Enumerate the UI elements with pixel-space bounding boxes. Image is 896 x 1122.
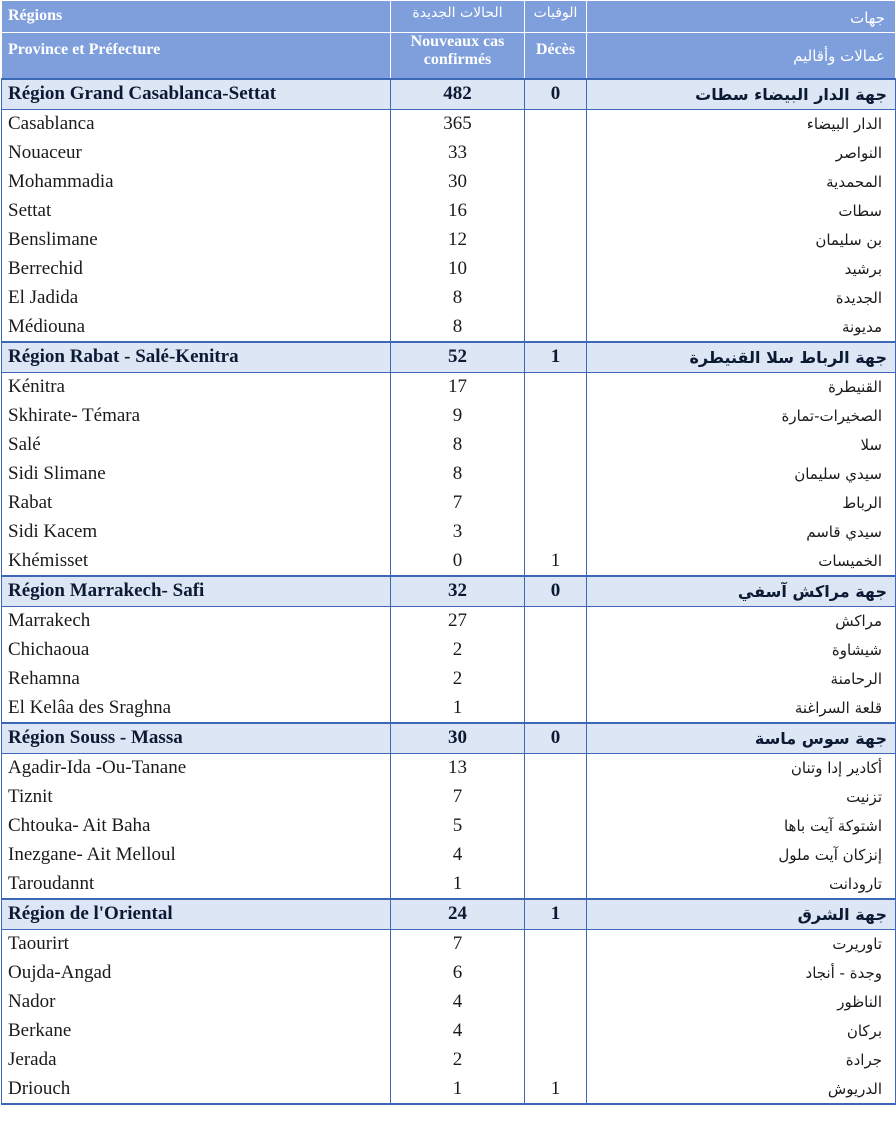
province-cases: 1: [391, 870, 525, 899]
region-deaths: 0: [525, 723, 587, 754]
province-deaths: [525, 402, 587, 431]
province-cases: 13: [391, 754, 525, 783]
region-row: [2, 342, 896, 373]
region-name-ar: جهة الدار البيضاء سطات: [587, 79, 896, 110]
province-cases: 4: [391, 1017, 525, 1046]
region-deaths: 1: [525, 342, 587, 373]
region-name-ar: جهة مراكش آسفي: [587, 576, 896, 607]
header-new-cases-fr: Nouveaux cas confirmés: [391, 33, 525, 79]
region-name-ar: جهة الرباط سلا القنيطرة: [587, 342, 896, 373]
region-cases: 52: [391, 342, 525, 373]
province-deaths: [525, 255, 587, 284]
region-deaths: 0: [525, 79, 587, 110]
header-deaths-fr: Décès: [525, 33, 587, 79]
region-row: [2, 723, 896, 754]
province-name-ar: المحمدية: [587, 168, 896, 197]
province-name-ar: الدريوش: [587, 1075, 896, 1104]
province-name-fr: Rabat: [2, 489, 391, 518]
province-deaths: [525, 812, 587, 841]
province-cases: 6: [391, 959, 525, 988]
province-deaths: 1: [525, 547, 587, 576]
header-deaths-ar: الوفيات: [525, 1, 587, 33]
table-row: [2, 460, 896, 489]
province-name-fr: Skhirate- Témara: [2, 402, 391, 431]
province-deaths: [525, 665, 587, 694]
province-name-fr: Nador: [2, 988, 391, 1017]
region-row: [2, 79, 896, 110]
province-name-fr: Marrakech: [2, 607, 391, 636]
table-row: [2, 139, 896, 168]
region-cases: 32: [391, 576, 525, 607]
region-deaths: 1: [525, 899, 587, 930]
province-name-ar: سيدي سليمان: [587, 460, 896, 489]
province-name-ar: جرادة: [587, 1046, 896, 1075]
region-row: [2, 576, 896, 607]
province-name-fr: Taourirt: [2, 930, 391, 959]
province-name-fr: Agadir-Ida -Ou-Tanane: [2, 754, 391, 783]
province-deaths: [525, 489, 587, 518]
province-name-ar: أكادير إدا وتنان: [587, 754, 896, 783]
table-row: [2, 754, 896, 783]
province-name-fr: Médiouna: [2, 313, 391, 342]
province-name-ar: الجديدة: [587, 284, 896, 313]
covid-cases-table: [1, 0, 896, 1105]
province-name-fr: Settat: [2, 197, 391, 226]
province-name-ar: مديونة: [587, 313, 896, 342]
province-deaths: [525, 460, 587, 489]
province-cases: 5: [391, 812, 525, 841]
province-name-fr: Chichaoua: [2, 636, 391, 665]
table-row: [2, 284, 896, 313]
table-row: [2, 226, 896, 255]
header-row-bottom: [2, 33, 896, 79]
table-row: [2, 489, 896, 518]
province-deaths: [525, 373, 587, 402]
table-row: [2, 812, 896, 841]
province-cases: 3: [391, 518, 525, 547]
province-name-fr: Nouaceur: [2, 139, 391, 168]
province-deaths: [525, 168, 587, 197]
province-deaths: [525, 1046, 587, 1075]
region-cases: 30: [391, 723, 525, 754]
province-cases: 2: [391, 636, 525, 665]
province-deaths: [525, 694, 587, 723]
table-row: [2, 636, 896, 665]
province-deaths: 1: [525, 1075, 587, 1104]
province-cases: 0: [391, 547, 525, 576]
province-name-fr: Oujda-Angad: [2, 959, 391, 988]
region-name-ar: جهة الشرق: [587, 899, 896, 930]
province-deaths: [525, 518, 587, 547]
province-cases: 1: [391, 1075, 525, 1104]
province-cases: 7: [391, 489, 525, 518]
region-name-fr: Région de l'Oriental: [2, 899, 391, 930]
province-name-fr: Salé: [2, 431, 391, 460]
province-name-fr: Taroudannt: [2, 870, 391, 899]
province-name-fr: Inezgane- Ait Melloul: [2, 841, 391, 870]
province-name-fr: Tiznit: [2, 783, 391, 812]
province-cases: 2: [391, 665, 525, 694]
province-cases: 9: [391, 402, 525, 431]
province-name-ar: النواصر: [587, 139, 896, 168]
header-province-ar: عمالات وأقاليم: [587, 33, 896, 79]
province-name-ar: اشتوكة آيت باها: [587, 812, 896, 841]
province-name-fr: Mohammadia: [2, 168, 391, 197]
province-name-fr: Berkane: [2, 1017, 391, 1046]
table-row: [2, 431, 896, 460]
province-cases: 10: [391, 255, 525, 284]
province-deaths: [525, 754, 587, 783]
table-row: [2, 841, 896, 870]
province-deaths: [525, 284, 587, 313]
table-row: [2, 110, 896, 139]
province-name-fr: Casablanca: [2, 110, 391, 139]
header-regions-fr: Régions: [2, 1, 391, 33]
province-name-ar: الرحامنة: [587, 665, 896, 694]
region-cases: 482: [391, 79, 525, 110]
province-cases: 27: [391, 607, 525, 636]
province-name-fr: Sidi Kacem: [2, 518, 391, 547]
table-row: [2, 313, 896, 342]
province-name-ar: برشيد: [587, 255, 896, 284]
header-row-top: [2, 1, 896, 33]
table-row: [2, 547, 896, 576]
province-name-fr: Jerada: [2, 1046, 391, 1075]
province-name-ar: قلعة السراغنة: [587, 694, 896, 723]
province-deaths: [525, 930, 587, 959]
table-row: [2, 988, 896, 1017]
table-row: [2, 930, 896, 959]
region-cases: 24: [391, 899, 525, 930]
province-name-fr: El Kelâa des Sraghna: [2, 694, 391, 723]
province-deaths: [525, 197, 587, 226]
province-cases: 1: [391, 694, 525, 723]
header-province-fr: Province et Préfecture: [2, 33, 391, 79]
province-cases: 7: [391, 930, 525, 959]
province-name-ar: تاوريرت: [587, 930, 896, 959]
province-deaths: [525, 783, 587, 812]
province-deaths: [525, 841, 587, 870]
province-cases: 8: [391, 284, 525, 313]
province-name-ar: سيدي قاسم: [587, 518, 896, 547]
province-name-ar: القنيطرة: [587, 373, 896, 402]
table-row: [2, 1046, 896, 1075]
region-name-fr: Région Grand Casablanca-Settat: [2, 79, 391, 110]
province-name-ar: وجدة - أنجاد: [587, 959, 896, 988]
province-name-ar: تارودانت: [587, 870, 896, 899]
province-deaths: [525, 959, 587, 988]
table-row: [2, 168, 896, 197]
region-name-fr: Région Souss - Massa: [2, 723, 391, 754]
table-row: [2, 402, 896, 431]
province-name-fr: Sidi Slimane: [2, 460, 391, 489]
province-cases: 33: [391, 139, 525, 168]
province-name-ar: شيشاوة: [587, 636, 896, 665]
table-row: [2, 665, 896, 694]
province-deaths: [525, 636, 587, 665]
province-deaths: [525, 139, 587, 168]
province-deaths: [525, 431, 587, 460]
province-deaths: [525, 988, 587, 1017]
header-new-cases-ar: الحالات الجديدة: [391, 1, 525, 33]
province-name-ar: سلا: [587, 431, 896, 460]
province-name-fr: Khémisset: [2, 547, 391, 576]
province-name-fr: Chtouka- Ait Baha: [2, 812, 391, 841]
province-name-ar: سطات: [587, 197, 896, 226]
province-name-ar: تزنيت: [587, 783, 896, 812]
province-name-ar: بن سليمان: [587, 226, 896, 255]
region-name-ar: جهة سوس ماسة: [587, 723, 896, 754]
province-cases: 8: [391, 313, 525, 342]
province-name-fr: El Jadida: [2, 284, 391, 313]
table-row: [2, 1075, 896, 1104]
province-name-ar: الرباط: [587, 489, 896, 518]
province-name-ar: إنزكان آيت ملول: [587, 841, 896, 870]
table-row: [2, 255, 896, 284]
table-row: [2, 870, 896, 899]
province-cases: 17: [391, 373, 525, 402]
province-name-fr: Kénitra: [2, 373, 391, 402]
table-row: [2, 783, 896, 812]
province-cases: 8: [391, 431, 525, 460]
province-deaths: [525, 1017, 587, 1046]
province-deaths: [525, 870, 587, 899]
province-cases: 8: [391, 460, 525, 489]
region-row: [2, 899, 896, 930]
province-cases: 4: [391, 841, 525, 870]
province-name-ar: الناظور: [587, 988, 896, 1017]
province-cases: 12: [391, 226, 525, 255]
table-row: [2, 694, 896, 723]
region-deaths: 0: [525, 576, 587, 607]
table-row: [2, 518, 896, 547]
province-deaths: [525, 607, 587, 636]
province-cases: 4: [391, 988, 525, 1017]
province-deaths: [525, 226, 587, 255]
province-deaths: [525, 110, 587, 139]
province-name-ar: بركان: [587, 1017, 896, 1046]
table-body: [2, 79, 896, 1104]
province-deaths: [525, 313, 587, 342]
region-name-fr: Région Rabat - Salé-Kenitra: [2, 342, 391, 373]
table-row: [2, 607, 896, 636]
province-name-ar: الدار البيضاء: [587, 110, 896, 139]
table-row: [2, 1017, 896, 1046]
header-regions-ar: جهات: [587, 1, 896, 33]
province-cases: 16: [391, 197, 525, 226]
province-cases: 365: [391, 110, 525, 139]
province-name-fr: Rehamna: [2, 665, 391, 694]
province-name-ar: الخميسات: [587, 547, 896, 576]
province-name-fr: Berrechid: [2, 255, 391, 284]
table-row: [2, 373, 896, 402]
region-name-fr: Région Marrakech- Safi: [2, 576, 391, 607]
table-row: [2, 959, 896, 988]
province-cases: 2: [391, 1046, 525, 1075]
province-name-ar: مراكش: [587, 607, 896, 636]
province-name-fr: Benslimane: [2, 226, 391, 255]
table-row: [2, 197, 896, 226]
province-cases: 7: [391, 783, 525, 812]
province-cases: 30: [391, 168, 525, 197]
province-name-fr: Driouch: [2, 1075, 391, 1104]
province-name-ar: الصخيرات-تمارة: [587, 402, 896, 431]
